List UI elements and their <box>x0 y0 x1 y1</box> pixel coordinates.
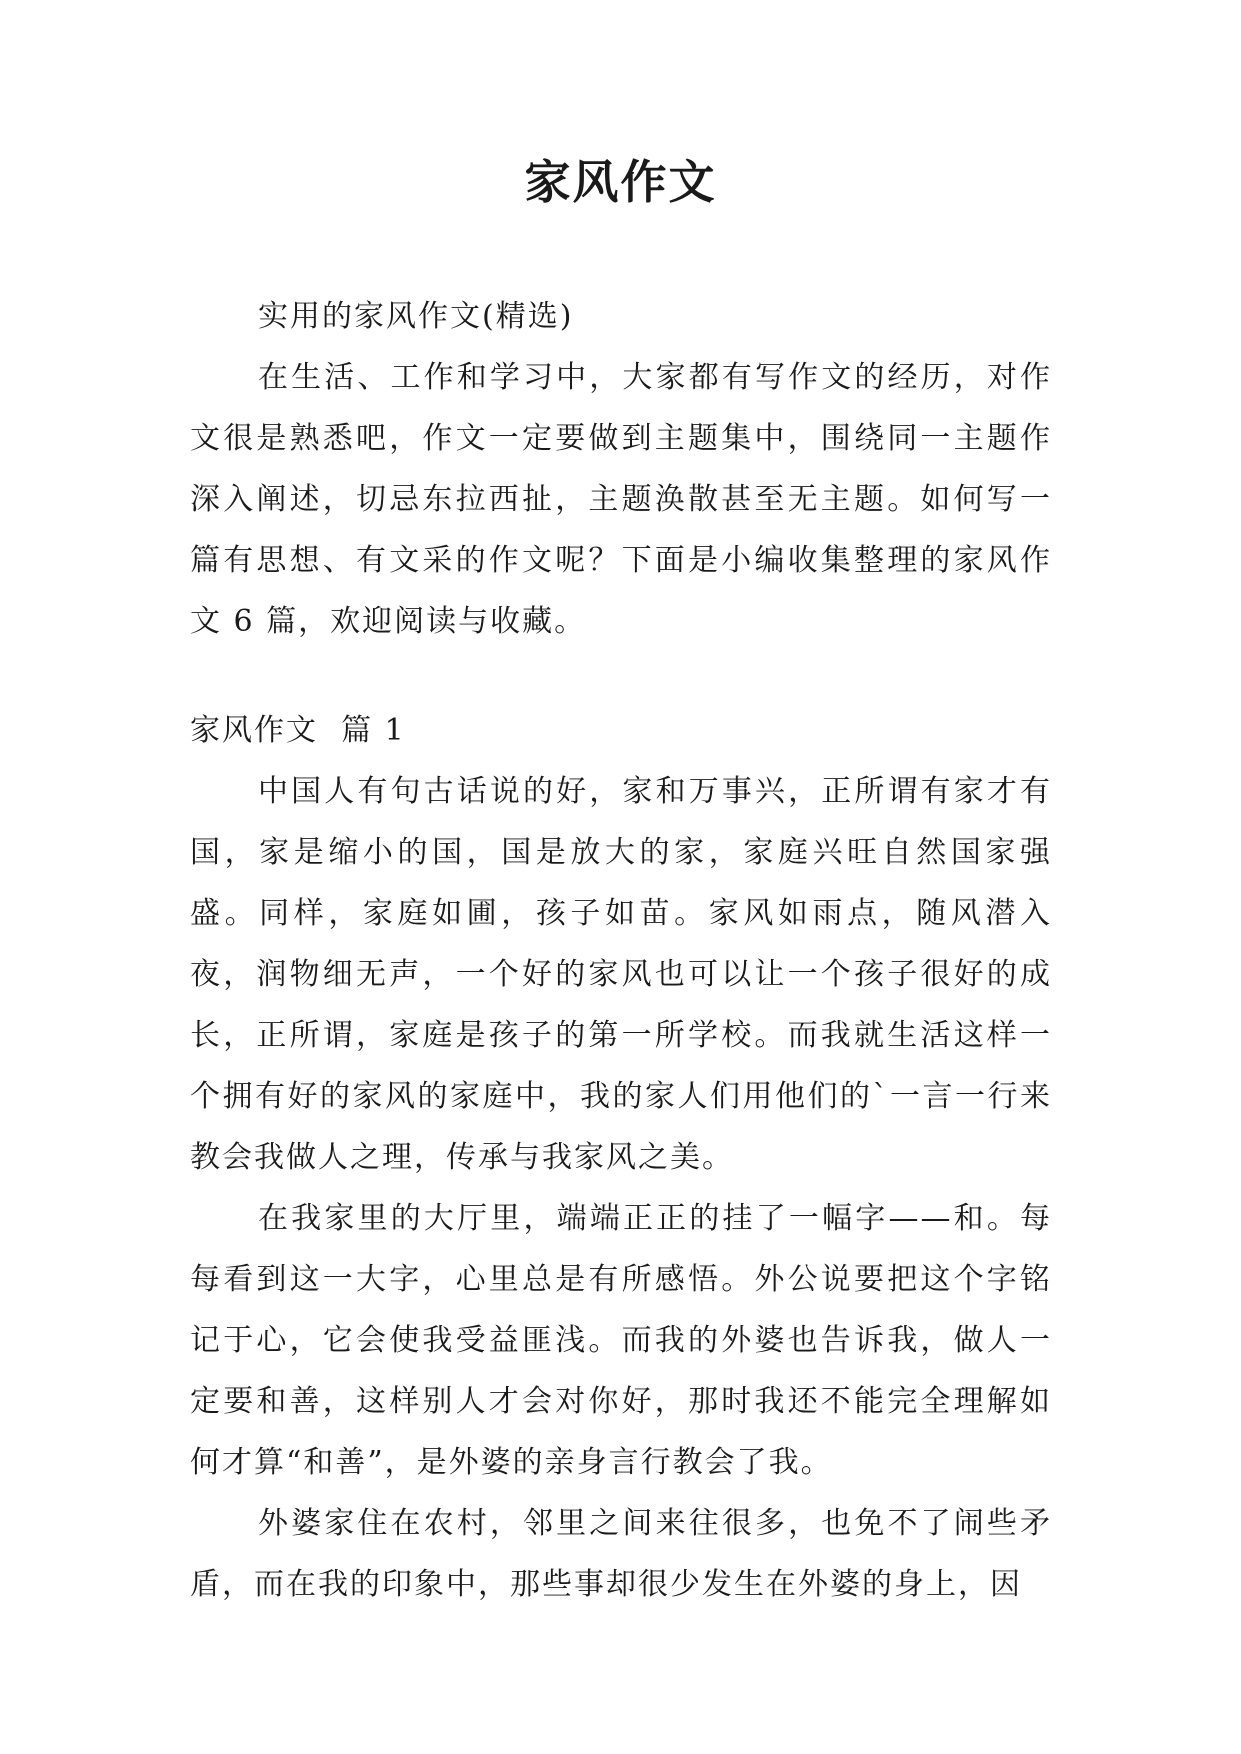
section-heading: 家风作文 篇 1 <box>190 713 406 748</box>
intro-text: 在生活、工作和学习中，大家都有写作文的经历，对作文很是熟悉吧，作文一定要做到主题集中，围绕同一主题作深入阐述，切忌东拉西扯，主题涣散甚至无主题。如何写一篇有思想、有文采的作文呢？下面是小编收集整理的家风作文 6 篇，欢迎阅读与收藏。 <box>190 360 1052 639</box>
essay-paragraph-3: 外婆家住在农村，邻里之间来往很多，也免不了闹些矛盾，而在我的印象中，那些事却很少发生在外婆的身上，因 <box>190 1506 1052 1602</box>
document-title: 家风作文 <box>524 155 717 209</box>
essay-paragraph-1: 中国人有句古话说的好，家和万事兴，正所谓有家才有国，家是缩小的国，国是放大的家，家庭兴旺自然国家强盛。同样，家庭如圃，孩子如苗。家风如雨点，随风潜入夜，润物细无声，一个好的家风也可以让一个孩子很好的成长，正所谓，家庭是孩子的第一所学校。而我就生活这样一个拥有好的家风的家庭中，我的家人们用他们的`一言一行来教会我做人之理，传承与我家风之美。 <box>190 774 1052 1175</box>
essay-section-1 <box>190 700 1052 1615</box>
intro-paragraph <box>190 347 1052 652</box>
document-subtitle: 实用的家风作文(精选) <box>258 299 574 334</box>
essay-paragraph-2: 在我家里的大厅里，端端正正的挂了一幅字——和。每每看到这一大字，心里总是有所感悟。外公说要把这个字铭记于心，它会使我受益匪浅。而我的外婆也告诉我，做人一定要和善，这样别人才会对你好，那时我还不能完全理解如何才算“和善”，是外婆的亲身言行教会了我。 <box>190 1201 1052 1480</box>
